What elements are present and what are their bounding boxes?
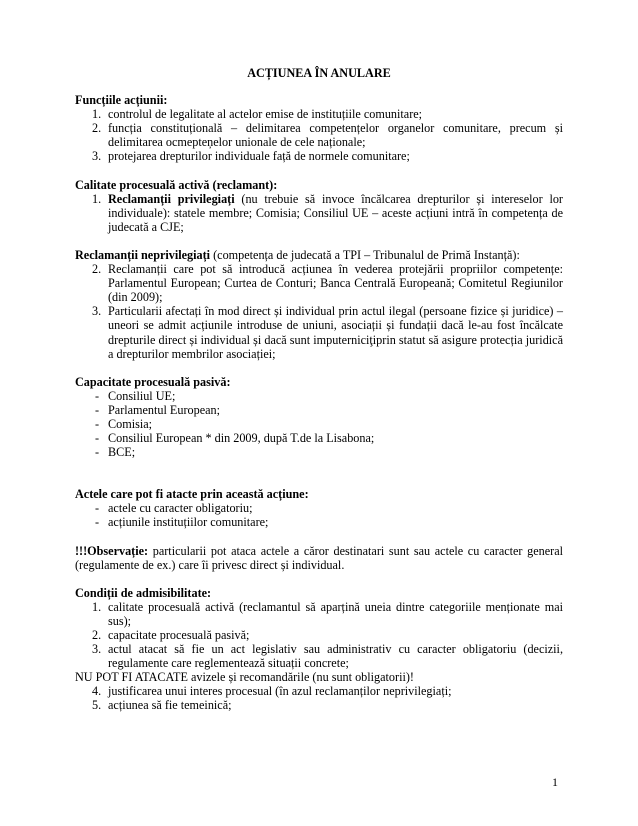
item-text: Reclamanții care pot să introducă acțiunea în vederea protejării propriilor competențe: Parlamentul European; Curtea de Conturi; Banca Centrală Europeană; Comitetul Regiunilor (din 2009); <box>108 262 563 305</box>
list-item <box>75 642 563 670</box>
section-heading-line <box>75 248 563 262</box>
item-text: calitate procesuală activă (reclamantul să aparțină uneia dintre categoriile menționate mai sus); <box>108 599 563 628</box>
conditii-list <box>75 600 563 670</box>
section-calitate-activa <box>75 178 563 234</box>
section-conditii <box>75 586 563 713</box>
item-text: protejarea drepturilor individuale față de normele comunitare; <box>108 149 410 164</box>
item-number: 2. <box>92 628 102 642</box>
item-text: acțiunea să fie temeinică; <box>108 698 232 713</box>
conditii-list-continued <box>75 684 563 712</box>
list-item <box>75 600 563 628</box>
observation-text: particularii pot ataca actele a căror destinatari sunt sau actele cu caracter general (regulamente de ex.) care îi privesc direct și individual. <box>75 543 563 572</box>
item-bullet: - <box>95 515 100 530</box>
item-text: actele cu caracter obligatoriu; <box>108 501 253 516</box>
list-item <box>75 501 563 515</box>
section-heading: Funcțiile acțiunii: <box>75 93 168 108</box>
item-text: justificarea unui interes procesual (în azul reclamanților neprivilegiați; <box>108 684 452 699</box>
item-text: funcția constituțională – delimitarea competențelor organelor comunitare, precum și delimitarea ocmepteņelor unionale de cele naționale; <box>108 121 563 150</box>
list-item <box>75 403 563 417</box>
item-number: 1. <box>92 107 102 122</box>
list-item <box>75 684 563 698</box>
section-neprivilegiati <box>75 248 563 361</box>
list-item <box>75 431 563 445</box>
item-text: controlul de legalitate al actelor emise de instituțiile comunitare; <box>108 107 423 122</box>
conditii-note: NU POT FI ATACATE avizele și recomandările (nu sunt obligatorii)! <box>75 670 414 685</box>
item-bold-text: Reclamanții privilegiați <box>108 191 235 206</box>
list-item <box>75 149 563 163</box>
section-heading-rest: (competența de judecată a TPI – Tribunalul de Primă Instanță): <box>210 247 520 262</box>
item-number: 2. <box>92 121 102 136</box>
section-heading: Condiții de admisibilitate: <box>75 585 212 600</box>
list-item <box>75 107 563 121</box>
section-heading: Actele care pot fi atacte prin această acțiune: <box>75 487 309 502</box>
item-bullet: - <box>95 416 100 431</box>
item-bullet: - <box>95 501 100 516</box>
capacitate-pasiva-list <box>75 389 563 459</box>
item-text: Consiliul UE; <box>108 388 176 403</box>
item-number: 1. <box>92 191 102 206</box>
list-item <box>75 389 563 403</box>
list-item <box>75 121 563 149</box>
list-item <box>75 515 563 529</box>
item-number: 5. <box>92 698 102 713</box>
document-body <box>75 66 563 727</box>
item-number: 3. <box>92 149 102 164</box>
list-item <box>75 628 563 642</box>
item-text: actul atacat să fie un act legislativ sau administrativ cu caracter obligatoriu (decizii, regulamente care reglementează situații concrete; <box>108 642 563 671</box>
calitate-activa-list <box>75 192 563 234</box>
item-text: (nu trebuie să invoce încălcarea drepturilor și intereselor lor individuale): statele membre; Comisia; Consiliul UE – aceste acțiuni intră în competența de judecată a CJE; <box>108 191 563 234</box>
item-text: Consiliul European * din 2009, după T.de la Lisabona; <box>108 431 375 446</box>
section-heading: Calitate procesuală activă (reclamant): <box>75 177 278 192</box>
list-item <box>75 192 563 234</box>
section-heading: Capacitate procesuală pasivă: <box>75 374 231 389</box>
item-number: 4. <box>92 684 102 699</box>
section-acte <box>75 487 563 529</box>
observation-paragraph <box>75 544 563 572</box>
section-observatie <box>75 544 563 572</box>
item-bullet: - <box>95 431 100 446</box>
item-number: 2. <box>92 262 102 277</box>
neprivilegiati-list <box>75 262 563 361</box>
list-item <box>75 445 563 459</box>
item-bullet: - <box>95 402 100 417</box>
item-text: capacitate procesuală pasivă; <box>108 628 250 642</box>
list-item <box>75 304 563 360</box>
list-item <box>75 417 563 431</box>
item-text: acțiunile instituțiilor comunitare; <box>108 515 269 530</box>
list-item <box>75 698 563 712</box>
observation-label: !!!Observație: <box>75 543 149 558</box>
item-number: 1. <box>92 599 102 614</box>
item-bullet: - <box>95 388 100 403</box>
item-text: BCE; <box>108 445 136 460</box>
item-text: Comisia; <box>108 416 153 431</box>
item-bullet: - <box>95 445 100 460</box>
item-number: 3. <box>92 642 102 657</box>
item-text: Particularii afectați în mod direct și individual prin actul ilegal (persoane fizice și juridice) – uneori se admit acțiunile introduse de uniuni, asociații și fundații dacă le-au fost încălcate drepturile direct și individual și dacă sunt imputerniciţiprin statut să asigure protecția juridică a drepturilor membrilor asociației; <box>108 304 563 361</box>
functii-list <box>75 107 563 163</box>
section-capacitate-pasiva <box>75 375 563 460</box>
section-heading: Reclamanții neprivilegiați <box>75 247 211 262</box>
item-text: Parlamentul European; <box>108 402 221 417</box>
list-item <box>75 262 563 304</box>
page-number: 1 <box>552 775 558 789</box>
acte-list <box>75 501 563 529</box>
section-functii <box>75 93 563 163</box>
document-title: ACȚIUNEA ÎN ANULARE <box>247 66 391 80</box>
item-number: 3. <box>92 304 102 319</box>
